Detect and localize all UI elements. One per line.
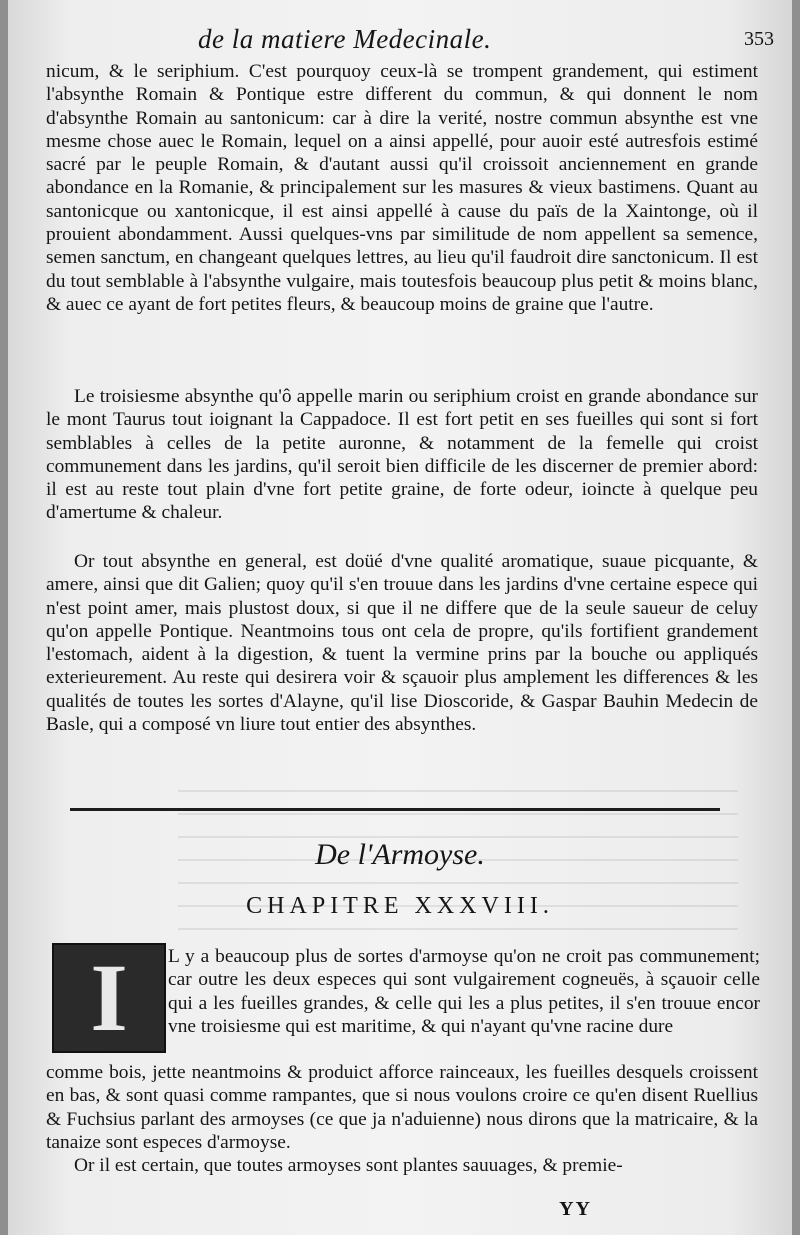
- signature-mark: YY: [559, 1198, 592, 1220]
- paragraph-text: nicum, & le seriphium. C'est pourquoy ceux-là se trompent grandement, qui estiment l'absynthe Romain & Pontique estre different du commun, & qui donnent le nom d'absynthe Romain au santonicum: car à dire la verité, nostre commun absynthe est vne mesme chose auec le Romain, lequel on a ainsi appellé, pour auoir esté autresfois estimé sacré par le peuple Romain, & d'autant aussi qu'il croissoit anciennement en grande abondance en la Romanie, & principalement sur les masures & vieux bastimens. Quant au santonicque ou xantonicque, il est ainsi appellé à cause du païs de la Xaintonge, où il prouient abondamment. Aussi quelques-vns par similitude de nom appellent sa semence, semen sanctum, en changeant quelques lettres, au lieu qu'il faudroit dire sanctonicum. Il est du tout semblable à l'absynthe vulgaire, mais toutesfois beaucoup plus petit & moins blanc, & auec ce ayant de fort petites fleurs, & beaucoup moins de graine que l'autre.: [46, 61, 758, 315]
- decorated-initial: [52, 943, 166, 1053]
- chapter-paragraph-start: [168, 945, 760, 1038]
- paragraph-1: [46, 60, 758, 316]
- chapter-heading: CHAPITRE XXXVIII.: [246, 893, 554, 919]
- paragraph-text: L y a beaucoup plus de sortes d'armoyse qu'on ne croit pas communement; car outre les deux especes qui sont vulgairement cogneuës, à sçauoir celle qui a les fueilles grandes, & celle qui les a plus petites, il s'en trouue encor vne troisiesme qui est maritime, & qui n'ayant qu'vne racine dure: [168, 946, 760, 1037]
- page-number: 353: [744, 28, 774, 50]
- paragraph-2: [46, 385, 758, 525]
- section-title: De l'Armoyse.: [315, 838, 485, 871]
- running-title: de la matiere Medecinale.: [198, 24, 492, 54]
- paragraph-text: Le troisiesme absynthe qu'ô appelle marin ou seriphium croist en grande abondance sur le mont Taurus tout ioignant la Cappadoce. Il est fort petit en ses fueilles qui sont si fort semblables à celles de la petite auronne, & notamment de la femelle qui croist communement dans les jardins, qu'il seroit bien difficile de les discerner de premier abord: il est au reste tout plain d'vne fort petite graine, de forte odeur, ioincte à quelque peu d'amertume & chaleur.: [46, 386, 758, 524]
- paragraph-text: comme bois, jette neantmoins & produict afforce rainceaux, les fueilles desquels croissent en bas, & sont quasi comme rampantes, que si nous voulons croire ce qu'en disent Ruellius & Fuchsius parlant des armoyses (ce que ja n'aduienne) nous dirons que la matricaire, & la tanaize sont especes d'armoyse.: [46, 1062, 758, 1153]
- section-divider: [70, 808, 720, 811]
- paragraph-text: Or il est certain, que toutes armoyses sont plantes sauuages, & premie-: [74, 1155, 623, 1177]
- running-head: [8, 18, 792, 58]
- initial-letter: I: [90, 944, 128, 1051]
- book-page: [8, 0, 792, 1235]
- paragraph-text: Or tout absynthe en general, est doüé d'vne qualité aromatique, suaue picquante, & amere, ainsi que dit Galien; quoy qu'il s'en trouue dans les jardins d'vne certaine espece qui n'est point amer, mais plustost doux, si que il ne differe que de la seule saueur de celuy qu'on appelle Pontique. Neantmoins tous ont cela de propre, qu'ils fortifient grandement l'estomach, aident à la digestion, & tuent la vermine prins par la bouche ou appliqués exterieurement. Au reste qui desirera voir & sçauoir plus amplement les differences & les qualités de toutes les sortes d'Alayne, qu'il lise Dioscoride, & Gaspar Bauhin Medecin de Basle, qui a composé vn liure tout entier des absynthes.: [46, 551, 758, 736]
- chapter-paragraph-continued: [46, 1061, 758, 1177]
- paragraph-3: [46, 550, 758, 736]
